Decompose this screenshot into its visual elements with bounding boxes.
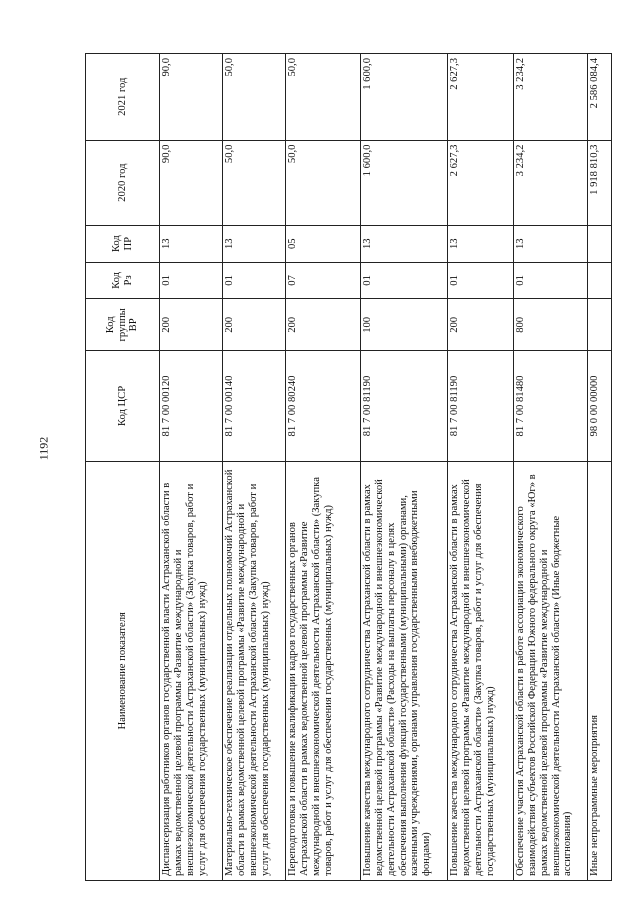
row-vr: 200	[223, 299, 286, 351]
table-row	[286, 54, 361, 881]
table-header-row	[86, 54, 160, 881]
row-2020: 50,0	[223, 140, 286, 225]
row-2021: 1 600,0	[361, 54, 448, 141]
row-pr: 13	[160, 225, 223, 262]
row-2021: 2 586 084,4	[588, 54, 612, 141]
row-csr: 81 7 00 81190	[361, 351, 448, 461]
row-2021: 50,0	[286, 54, 361, 141]
table-row	[514, 54, 588, 881]
row-2021: 3 234,2	[514, 54, 588, 141]
row-rz: 01	[448, 262, 514, 299]
row-name: Материально-техническое обеспечение реализации отдельных полномочий Астраханской области в рамках ведомственной целевой программы «Развитие международной и внешнеэкономической деятельности Астраханской области» (Закупка товаров, работ и услуг для обеспечения государственных (муниципальных) нужд)	[223, 461, 286, 880]
table-row	[160, 54, 223, 881]
row-pr: 13	[448, 225, 514, 262]
row-pr: 13	[514, 225, 588, 262]
row-rz: 01	[160, 262, 223, 299]
header-rz: Код Рз	[86, 262, 160, 299]
header-vr: Код группы ВР	[86, 299, 160, 351]
row-vr: 100	[361, 299, 448, 351]
row-rz: 01	[223, 262, 286, 299]
row-csr: 98 0 00 00000	[588, 351, 612, 461]
row-rz	[588, 262, 612, 299]
header-csr: Код ЦСР	[86, 351, 160, 461]
row-name: Обеспечение участия Астраханской области в работе ассоциации экономического взаимодействия субъектов Российской Федерации Южного федерального округа «Юг» в рамках ведомственной целевой программы «Развитие международной и внешнеэкономической деятельности Астраханской области» (Иные бюджетные ассигнования)	[514, 461, 588, 880]
row-2021: 90,0	[160, 54, 223, 141]
row-2021: 50,0	[223, 54, 286, 141]
row-rz: 01	[361, 262, 448, 299]
row-vr: 200	[286, 299, 361, 351]
row-rz: 01	[514, 262, 588, 299]
row-rz: 07	[286, 262, 361, 299]
row-name: Повышение качества международного сотрудничества Астраханской области в рамках ведомственной целевой программы «Развитие международной и внешнеэкономической деятельности Астраханской области» (Расходы на выплаты персоналу в целях обеспечения выполнения функций государственными (муниципальными) органами, казенными учреждениями, органами управления государственными внебюджетными фондами)	[361, 461, 448, 880]
row-2020: 2 627,3	[448, 140, 514, 225]
row-2021: 2 627,3	[448, 54, 514, 141]
header-pr: Код ПР	[86, 225, 160, 262]
row-vr: 800	[514, 299, 588, 351]
row-csr: 81 7 00 81480	[514, 351, 588, 461]
rotated-page-area	[85, 53, 611, 881]
table-row	[223, 54, 286, 881]
row-csr: 81 7 00 80240	[286, 351, 361, 461]
row-pr: 13	[361, 225, 448, 262]
row-name: Диспансеризация работников органов государственной власти Астраханской области в рамках ведомственной целевой программы «Развитие международной и внешнеэкономической деятельности Астраханской области» (Закупка товаров, работ и услуг для обеспечения государственных (муниципальных) нужд)	[160, 461, 223, 880]
header-2020: 2020 год	[86, 140, 160, 225]
table-row	[588, 54, 612, 881]
row-2020: 3 234,2	[514, 140, 588, 225]
row-csr: 81 7 00 81190	[448, 351, 514, 461]
row-name: Иные непрограммные мероприятия	[588, 461, 612, 880]
row-2020: 50,0	[286, 140, 361, 225]
table-container	[85, 53, 611, 881]
row-2020: 1 600,0	[361, 140, 448, 225]
row-name: Повышение качества международного сотрудничества Астраханской области в рамках ведомственной целевой программы «Развитие международной и внешнеэкономической деятельности Астраханской области» (Закупка товаров, работ и услуг для обеспечения государственных (муниципальных) нужд)	[448, 461, 514, 880]
table-row	[448, 54, 514, 881]
header-2021: 2021 год	[86, 54, 160, 141]
row-csr: 81 7 00 00140	[223, 351, 286, 461]
row-csr: 81 7 00 00120	[160, 351, 223, 461]
row-2020: 90,0	[160, 140, 223, 225]
header-name: Наименование показателя	[86, 461, 160, 880]
row-pr: 13	[223, 225, 286, 262]
budget-table	[85, 53, 612, 881]
table-row	[361, 54, 448, 881]
row-2020: 1 918 810,3	[588, 140, 612, 225]
row-name: Переподготовка и повышение квалификации кадров государственных органов Астраханской области в рамках ведомственной целевой программы «Развитие международной и внешнеэкономической деятельности Астраханской области» (Закупка товаров, работ и услуг для обеспечения государственных (муниципальных) нужд)	[286, 461, 361, 880]
row-vr	[588, 299, 612, 351]
row-pr: 05	[286, 225, 361, 262]
row-pr	[588, 225, 612, 262]
page-number: 1192	[36, 436, 51, 461]
row-vr: 200	[160, 299, 223, 351]
row-vr: 200	[448, 299, 514, 351]
